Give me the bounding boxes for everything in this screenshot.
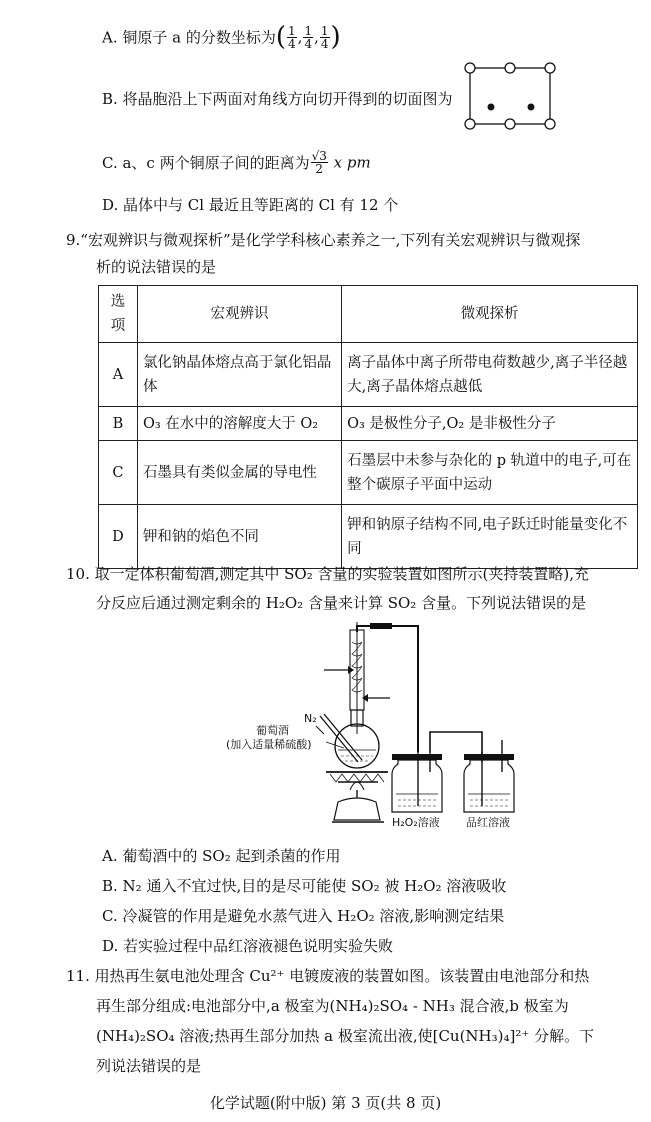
fraction-2: $\frac{1}{4}$ [304,23,313,51]
fraction-sqrt3-over-2: $\frac{√3}{2}$ [311,149,327,176]
q8-option-b: B. 将晶胞沿上下两面对角线方向切开得到的切面图为 [102,90,453,108]
q9-stem-line2: 析的说法错误的是 [96,258,217,276]
fraction-1: $\frac{1}{4}$ [288,23,296,51]
q10-stem-line2: 分反应后通过测定剩余的 H₂O₂ 含量来计算 SO₂ 含量。下列说法错误的是 [96,594,587,612]
q9-stem-line1: 9.“宏观辨识与微观探析”是化学学科核心素养之一,下列有关宏观辨识与微观探 [66,231,581,249]
header-option: 选项 [99,286,138,343]
q11-stem-line4: 列说法错误的是 [96,1057,202,1075]
q11-stem-line1: 11. 用热再生氨电池处理含 Cu²⁺ 电镀废液的装置如图。该装置由电池部分和热 [66,967,590,985]
q11-stem-line2: 再生部分组成:电池部分中,a 极室为(NH₄)₂SO₄ - NH₃ 混合液,b 极室为 [96,997,569,1015]
q10-option-a: A. 葡萄酒中的 SO₂ 起到杀菌的作用 [102,847,341,865]
q10-stem-line1: 10. 取一定体积葡萄酒,测定其中 SO₂ 含量的实验装置如图所示(夹持装置略),充 [66,565,589,583]
q8-option-a: A. 铜原子 a 的分数坐标为( $\frac{1}{4}$ , $\frac{1}{4}$ , $\frac{1}{4}$ ) [102,22,341,52]
q8-option-a-text: A. 铜原子 a 的分数坐标为 [102,28,276,47]
q9-table [98,285,638,569]
page-footer: 化学试题(附中版) 第 3 页(共 8 页) [209,1094,442,1112]
label-pinred: 品红溶液 [466,816,510,829]
label-wine: 葡萄酒 [256,724,289,737]
fraction-3: $\frac{1}{4}$ [320,23,329,51]
q10-option-c: C. 冷凝管的作用是避免水蒸气进入 H₂O₂ 溶液,影响测定结果 [102,907,505,925]
header-macro: 宏观辨识 [137,286,341,343]
q10-option-d: D. 若实验过程中品红溶液褪色说明实验失败 [102,937,394,955]
q8-option-d: D. 晶体中与 Cl 最近且等距离的 Cl 有 12 个 [102,196,399,214]
q10-option-b: B. N₂ 通入不宜过快,目的是尽可能使 SO₂ 被 H₂O₂ 溶液吸收 [102,877,507,895]
apparatus-figure [220,622,550,834]
header-micro: 微观探析 [342,286,638,343]
label-n2: N₂ [304,712,317,725]
cross-section-diagram [464,62,556,130]
q8-option-c: C. a、c 两个铜原子间的距离为 $\frac{√3}{2}$ x pm [102,149,371,176]
table-row: D 钾和钠的焰色不同 钾和钠原子结构不同,电子跃迁时能量变化不同 [99,505,638,569]
table-row: B O₃ 在水中的溶解度大于 O₂ O₃ 是极性分子,O₂ 是非极性分子 [99,407,638,441]
q11-stem-line3: (NH₄)₂SO₄ 溶液;热再生部分加热 a 极室流出液,使[Cu(NH₃)₄]²⁺ 分解。下 [96,1027,595,1045]
label-acid: (加入适量稀硫酸) [226,738,312,751]
table-header-row [99,286,638,343]
table-row: C 石墨具有类似金属的导电性 石墨层中未参与杂化的 p 轨道中的电子,可在整个碳原子平面中运动 [99,441,638,505]
table-row: A 氯化钠晶体熔点高于氯化铝晶体 离子晶体中离子所带电荷数越少,离子半径越大,离子晶体熔点越低 [99,343,638,407]
label-h2o2: H₂O₂溶液 [392,816,440,829]
